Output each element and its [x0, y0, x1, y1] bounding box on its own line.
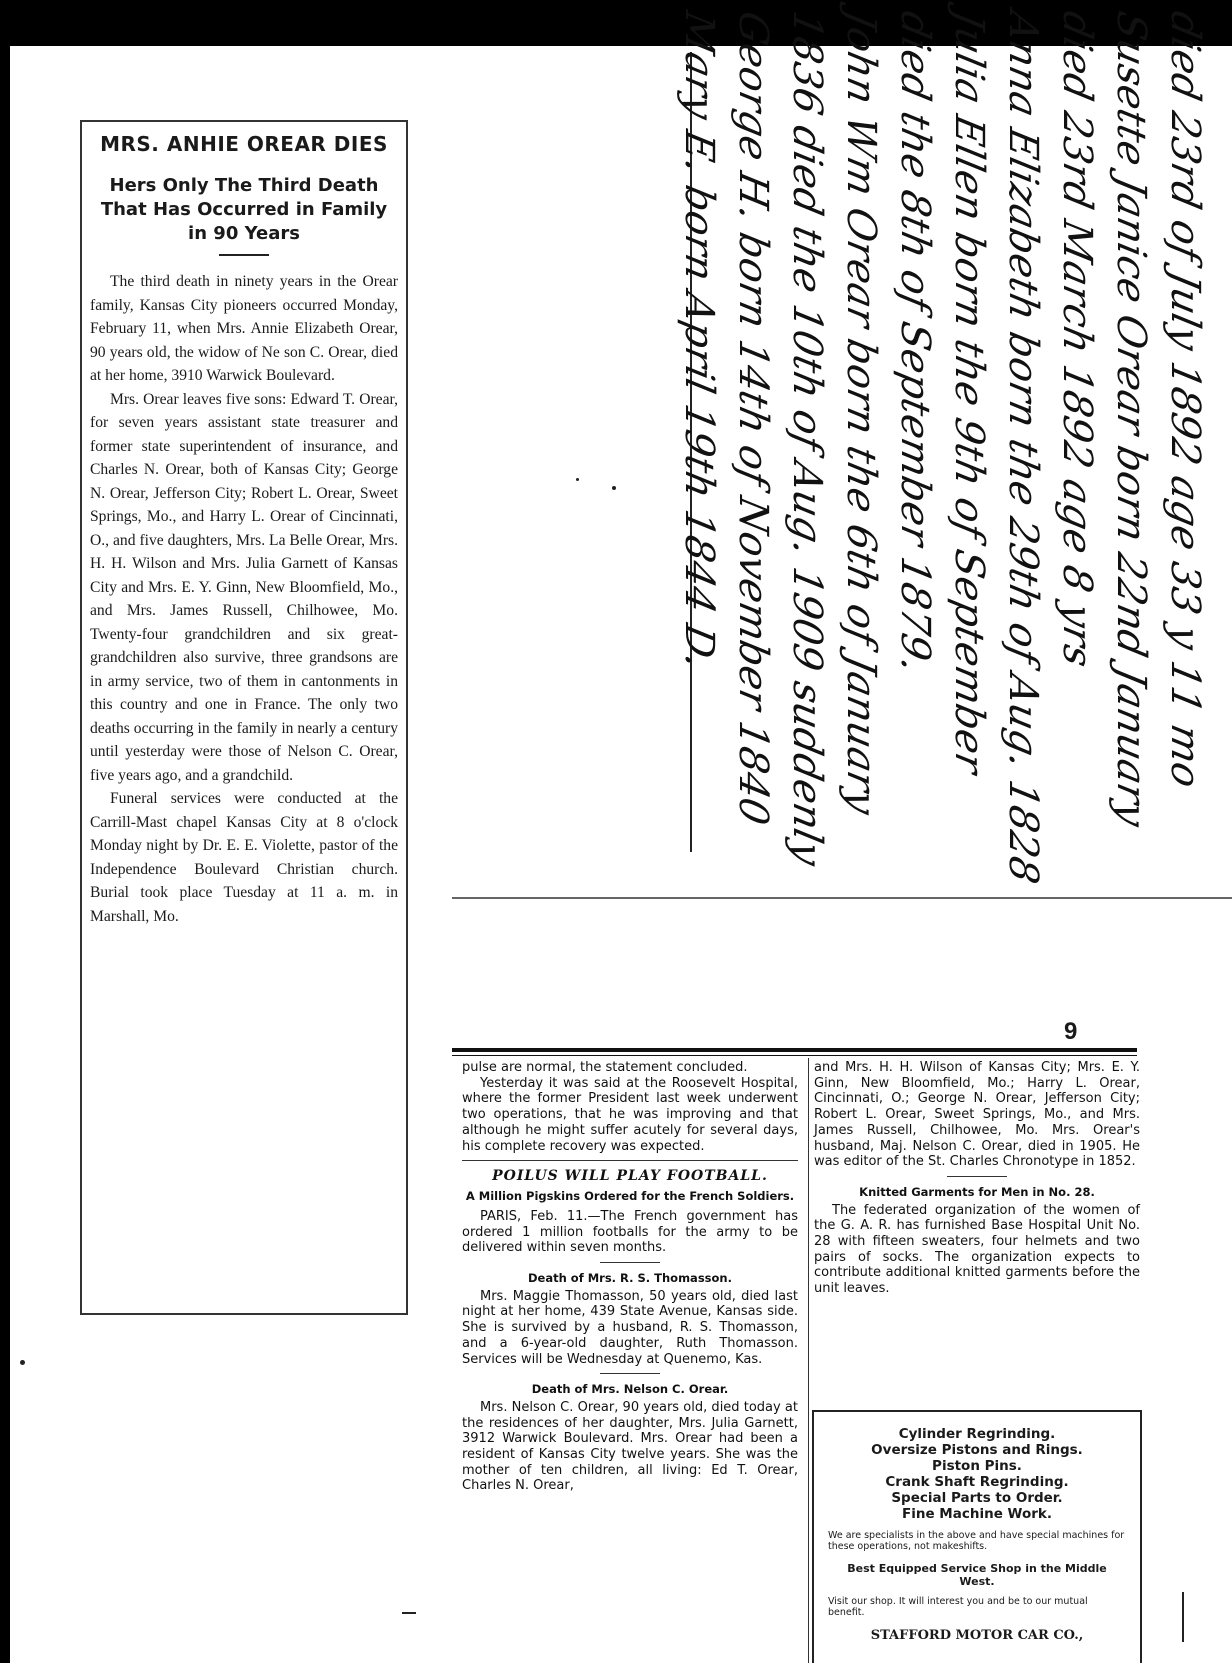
- handwritten-note: [676, 7, 1232, 888]
- scan-speck: [576, 478, 579, 481]
- news-paragraph: pulse are normal, the statement concluded.: [462, 1060, 748, 1075]
- clipping-subhead: Hers Only The Third Death That Has Occurred in Family in 90 Years: [100, 175, 388, 244]
- ad-line: Piston Pins.: [932, 1458, 1022, 1474]
- ad-line: Oversize Pistons and Rings.: [871, 1442, 1083, 1458]
- clipping-paragraph: Mrs. Orear leaves five sons: Edward T. Orear, for seven years assistant state treasurer and former state superintendent of insurance, and Charles N. Orear, both of Kansas City; George N. Orear, Jefferson City; Robert L. Orear, Sweet Springs, Mo., and Harry L. Orear of Cincinnati, O., and five daughters, Mrs. La Belle Orear, Mrs. H. H. Wilson and Mrs. Julia Garnett of Kansas City and Mrs. E. Y. Ginn, New Bloomfield, Mo., and Mrs. James Russell, Chilhowee, Mo. Twenty-four grandchildren and six great-grandchildren also survive, three grandsons are in army service, two of them in cantonments in this country and one in France. The only two deaths occurring in the family in nearly a century until yesterday were those of Nelson C. Orear, five years ago, and a grandchild.: [90, 390, 398, 784]
- ad-company-name: STAFFORD MOTOR CAR CO.,: [870, 1628, 1084, 1643]
- news-paragraph: Yesterday it was said at the Roosevelt Hospital, where the former President last week underwent two operations, that he was improving and that although he might suffer acutely for several days, his complete recovery was expected.: [462, 1075, 798, 1154]
- news-column-2: [814, 1060, 1140, 1297]
- handwritten-line: Mary E. born April 19th 1844 D.: [676, 7, 722, 674]
- ad-best-equipped: Best Equipped Service Shop in the Middle West.: [847, 1562, 1107, 1588]
- handwritten-line: Anna Elizabeth born the 29th of Aug. 1828: [1000, 7, 1046, 888]
- news-divider: [600, 1262, 660, 1263]
- handwritten-line: died 23rd March 1892 age 8 yrs: [1054, 7, 1100, 672]
- ad-line: Cylinder Regrinding.: [898, 1426, 1056, 1442]
- ad-line: Special Parts to Order.: [891, 1490, 1063, 1506]
- paper-edge-line: [452, 897, 1232, 899]
- advertisement-box: [812, 1410, 1142, 1663]
- ad-visit-text: Visit our shop. It will interest you and be to our mutual benefit.: [828, 1596, 1088, 1618]
- news-headline: Death of Mrs. Nelson C. Orear.: [531, 1382, 729, 1397]
- clipping-paragraph: Funeral services were conducted at the Carrill-Mast chapel Kansas City at 8 o'clock Monday night by Dr. E. E. Violette, pastor of the Independence Boulevard Christian church. Burial took place Tuesday at 11 a. m. in Marshall, Mo.: [90, 790, 398, 925]
- news-paragraph: Mrs. Nelson C. Orear, 90 years old, died today at the residences of her daughter, Mrs. Julia Garnett, 3912 Warwick Boulevard. Mrs. Orear had been a resident of Kansas City twelve years. She was the mother of ten children, all living: Ed T. Orear, Charles N. Orear,: [462, 1399, 798, 1494]
- ad-specialists-text: We are specialists in the above and have special machines for these operations, not makeshifts.: [828, 1530, 1125, 1552]
- obituary-clipping: [80, 120, 408, 1315]
- news-divider: [462, 1160, 798, 1161]
- news-headline: Knitted Garments for Men in No. 28.: [859, 1184, 1095, 1199]
- news-paragraph: Mrs. Maggie Thomasson, 50 years old, died last night at her home, 439 State Avenue, Kansas side. She is survived by a husband, R. S. Thomasson, and a 6-year-old daughter, Ruth Thomasson. Services will be Wednesday at Quenemo, Kas.: [462, 1288, 798, 1367]
- header-rule: [452, 1048, 1137, 1052]
- page-number: 9: [1064, 1018, 1078, 1045]
- ad-line: Fine Machine Work.: [901, 1506, 1053, 1522]
- scan-speck: [1182, 1592, 1184, 1642]
- clipping-paragraph: The third death in ninety years in the Orear family, Kansas City pioneers occurred Monday, February 11, when Mrs. Annie Elizabeth Orear, 90 years old, the widow of Ne son C. Orear, died at her home, 3910 Warwick Boulevard.: [90, 273, 398, 384]
- news-divider: [947, 1176, 1007, 1177]
- scan-speck: [402, 1612, 416, 1614]
- news-headline: POILUS WILL PLAY FOOTBALL.: [492, 1168, 768, 1185]
- news-paragraph: and Mrs. H. H. Wilson of Kansas City; Mrs. E. Y. Ginn, New Bloomfield, Mo.; Harry L. Orear, Cincinnati, O.; George N. Orear, Jefferson City; Robert L. Orear, Sweet Springs, Mo., and Mrs. James Russell, Chilhowee, Mo. Mrs. Orear's husband, Maj. Nelson C. Orear, died in 1905. He was editor of the St. Charles Chronotype in 1852.: [814, 1060, 1140, 1170]
- handwritten-line: 1836 died the 10th of Aug. 1909 suddenly: [784, 7, 830, 870]
- scan-speck: [20, 1360, 25, 1365]
- header-rule-thin: [452, 1055, 1137, 1056]
- handwritten-line: George H. born 14th of November 1840: [730, 7, 776, 829]
- handwritten-line: John Wm Orear born the 6th of January: [838, 7, 884, 819]
- handwritten-line: died the 8th of September 1879.: [892, 7, 938, 678]
- news-subhead: A Million Pigskins Ordered for the French Soldiers.: [465, 1188, 795, 1203]
- handwritten-line: Julia Ellen born the 9th of September: [946, 7, 992, 778]
- handwritten-lines: [672, 7, 1212, 888]
- handwritten-line: Susette Janice Orear born 22nd January: [1108, 7, 1154, 831]
- clipping-divider: [219, 254, 269, 256]
- news-column-1: [462, 1060, 798, 1494]
- left-black-border: [0, 46, 10, 1663]
- handwritten-line: died 23rd of July 1892 age 33 y 11 mo: [1162, 7, 1208, 793]
- clipping-headline: MRS. ANHIE OREAR DIES: [100, 132, 388, 156]
- news-divider: [600, 1373, 660, 1374]
- ad-line: Crank Shaft Regrinding.: [885, 1474, 1069, 1490]
- news-paragraph: PARIS, Feb. 11.—The French government has ordered 1 million footballs for the army to be delivered within seven months.: [462, 1208, 798, 1256]
- news-paragraph: The federated organization of the women of the G. A. R. has furnished Base Hospital Unit No. 28 with fifteen sweaters, four helmets and two pairs of socks. The organization expects to contribute additional knitted garments before the unit leaves.: [814, 1202, 1140, 1297]
- news-headline: Death of Mrs. R. S. Thomasson.: [528, 1271, 732, 1286]
- scan-speck: [612, 486, 616, 490]
- column-divider: [808, 1058, 809, 1663]
